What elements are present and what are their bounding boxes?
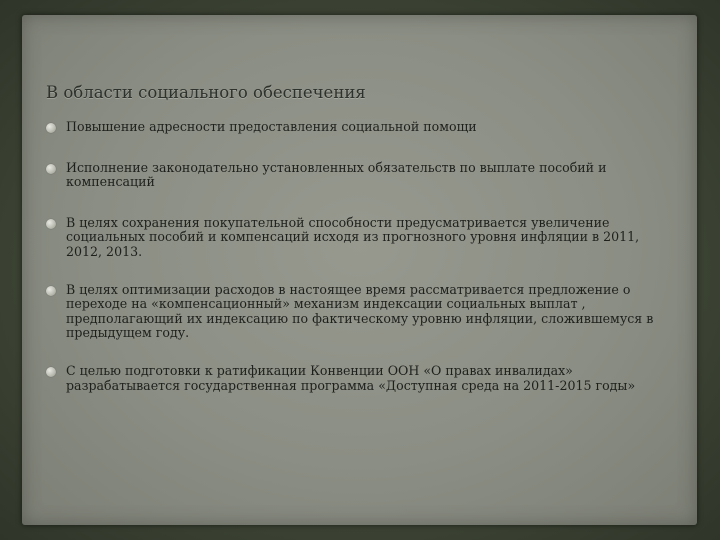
bullet-dot-icon <box>46 219 56 229</box>
bullet-item <box>46 120 676 135</box>
bullet-list <box>46 120 676 393</box>
bullet-text: С целью подготовки к ратификации Конвенции ООН «О правах инвалидах» разрабатывается государственная программа «Доступная среда на 2011-2015 годы» <box>66 362 636 393</box>
slide <box>22 15 697 525</box>
bullet-item <box>46 161 676 190</box>
bullet-dot-icon <box>46 367 56 377</box>
bullet-text: В целях оптимизации расходов в настоящее время рассматривается предложение о переходе на «компенсационный» механизм индексации социальных выплат , предполагающий их индексацию по фактическому уровню инфляции, сложившемуся в предыдущем году. <box>66 281 654 341</box>
bullet-dot-icon <box>46 286 56 296</box>
bullet-dot-icon <box>46 123 56 133</box>
bullet-text: Повышение адресности предоставления социальной помощи <box>66 119 477 134</box>
bullet-text: В целях сохранения покупательной способности предусматривается увеличение социальных пособий и компенсаций исходя из прогнозного уровня инфляции в 2011, 2012, 2013. <box>66 214 640 259</box>
bullet-item <box>46 364 676 393</box>
slide-title: В области социального обеспечения <box>46 83 366 102</box>
bullet-dot-icon <box>46 164 56 174</box>
bullet-item <box>46 216 676 260</box>
bullet-text: Исполнение законодательно установленных обязательств по выплате пособий и компенсаций <box>66 159 607 190</box>
bullet-item <box>46 283 676 341</box>
